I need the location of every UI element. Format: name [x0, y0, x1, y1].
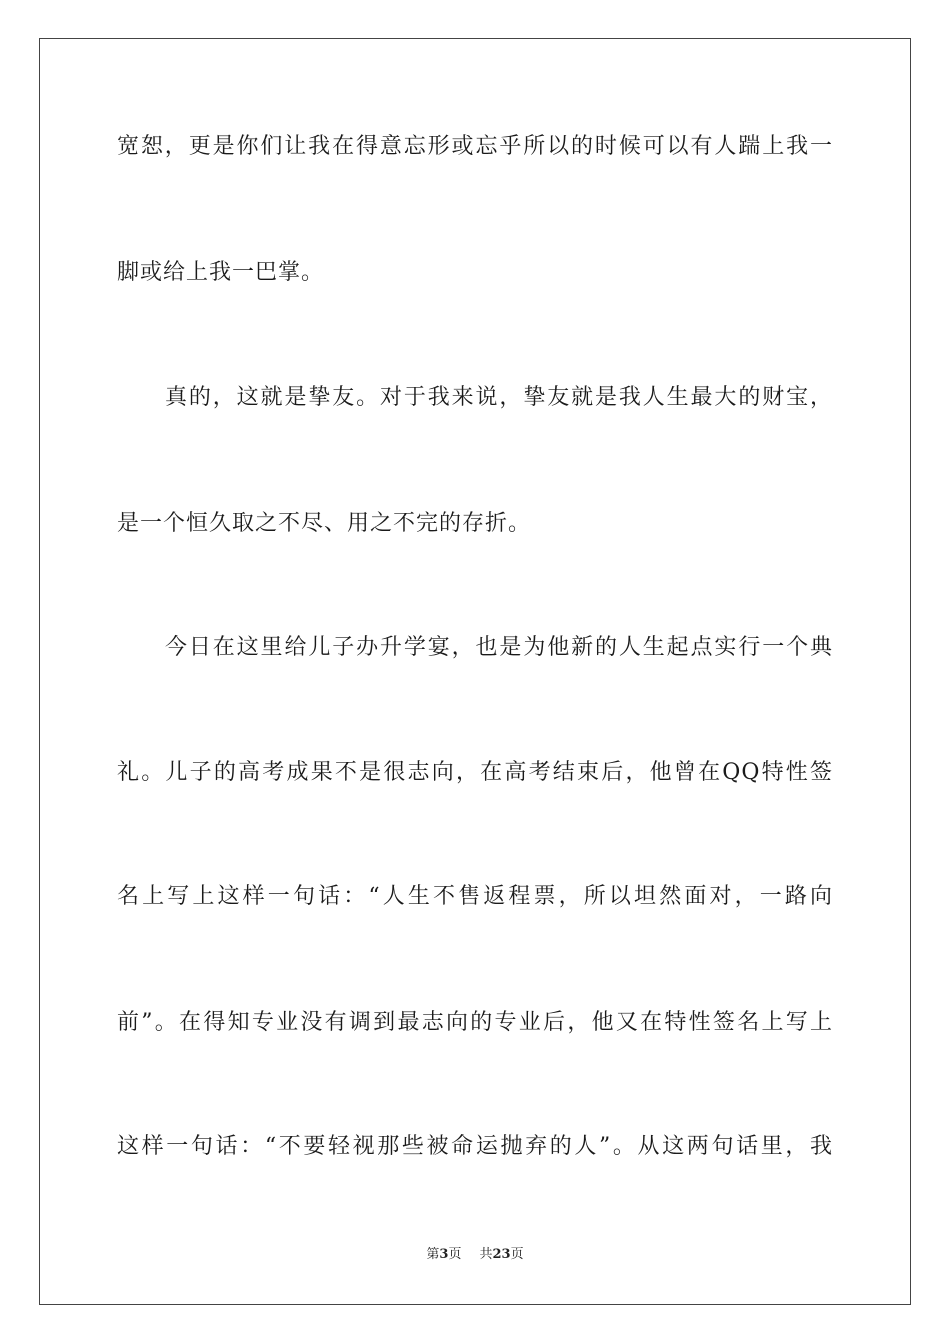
page-footer [0, 1246, 950, 1264]
paragraph-line: 脚或给上我一巴掌。 [117, 260, 325, 285]
page-prefix: 第 [426, 1247, 440, 1262]
paragraph-line: 是一个恒久取之不尽、用之不完的存折。 [117, 511, 532, 536]
total-suffix: 页 [510, 1247, 524, 1262]
total-prefix: 共 [479, 1247, 493, 1262]
paragraph-line: 真的，这就是挚友。对于我来说，挚友就是我人生最大的财宝， [165, 385, 833, 410]
paragraph-line: 前”。在得知专业没有调到最志向的专业后，他又在特性签名上写上 [117, 1010, 833, 1035]
total-pages: 23 [492, 1247, 511, 1262]
paragraph-line: 礼。儿子的高考成果不是很志向，在高考结束后，他曾在QQ特性签 [117, 760, 833, 785]
paragraph-line: 名上写上这样一句话：“人生不售返程票，所以坦然面对，一路向 [117, 884, 833, 909]
paragraph-line: 这样一句话：“不要轻视那些被命运抛弃的人”。从这两句话里，我 [117, 1134, 833, 1159]
page-suffix: 页 [448, 1247, 462, 1262]
page-number: 3 [439, 1247, 449, 1262]
page-frame [39, 38, 911, 1305]
paragraph-line: 宽恕，更是你们让我在得意忘形或忘乎所以的时候可以有人踹上我一 [117, 134, 833, 159]
paragraph-line: 今日在这里给儿子办升学宴，也是为他新的人生起点实行一个典 [165, 635, 833, 660]
